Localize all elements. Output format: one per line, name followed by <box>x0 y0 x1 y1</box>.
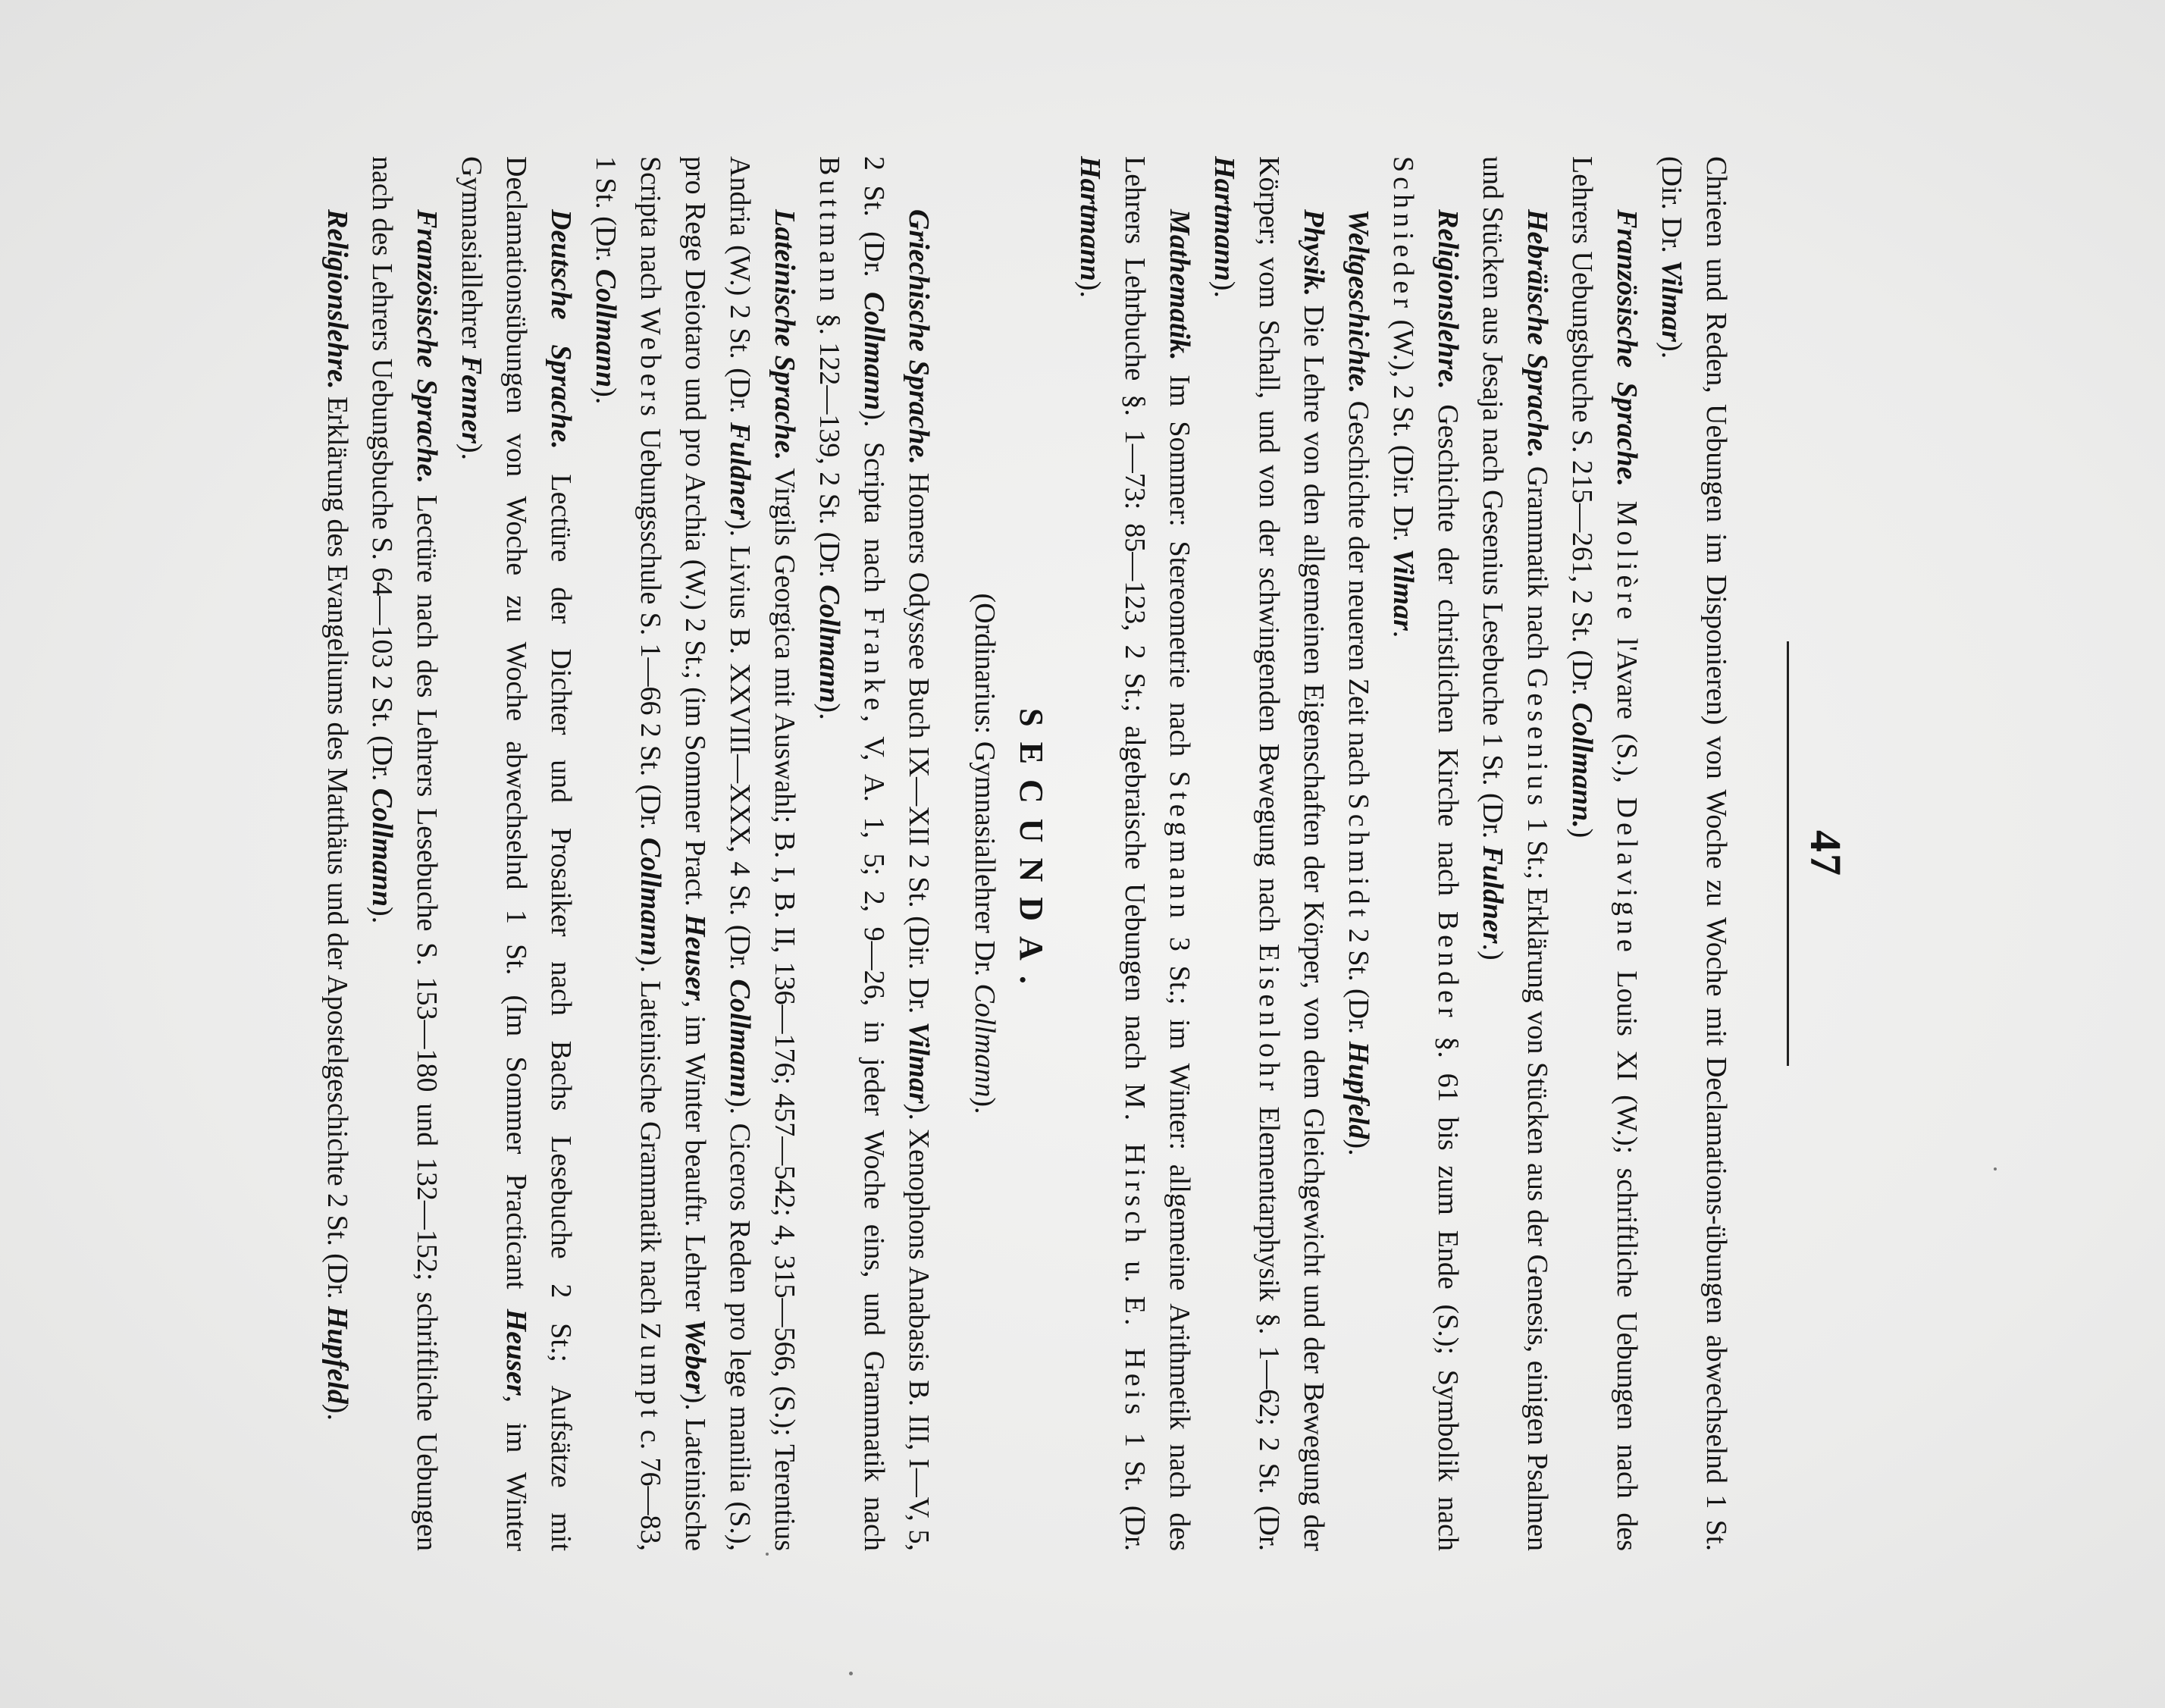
text-run: Chrieen und Reden, Uebungen im Disponieren) von Woche zu Woche mit Declamations-übungen abwechselnd 1 St. (Dir. Dr. <box>1656 156 1732 1551</box>
spaced-name: Zumpt <box>634 1322 666 1422</box>
text-run: Homers Odyssee Buch IX—XII 2 St. (Dir. Dr. <box>903 464 935 1022</box>
subject-label: Lateinische Sprache. <box>769 209 801 460</box>
text-run: ). <box>321 1403 353 1421</box>
subject-paragraph <box>1067 156 1202 1551</box>
text-run: Geschichte der neueren Zeit nach <box>1343 393 1374 794</box>
section-subtitle <box>962 156 1007 1551</box>
person-name: Collmann <box>590 268 622 388</box>
text-run: Louis XI (W.); schriftliche Uebungen nach des Lehrers Uebungsbuche S. 215—261, 2 St. (Dr. <box>1566 156 1643 1551</box>
person-name: Collmann <box>634 837 666 957</box>
subject-paragraph <box>449 156 583 1551</box>
subject-paragraph <box>359 156 449 1551</box>
subject-label: Religionslehre. <box>321 209 353 390</box>
text-run: , V, A. 1, 5; 2, 9—26, in jeder Woche eins, und Grammatik nach <box>858 715 890 1551</box>
text-run: ). <box>1208 280 1240 298</box>
subject-paragraph <box>583 156 807 1551</box>
subject-label: Hebräische Sprache. <box>1521 209 1553 459</box>
spaced-name: Stegmann <box>1164 771 1195 923</box>
person-name: Collmann <box>858 292 890 411</box>
subject-paragraph <box>315 156 359 1551</box>
text-run: 1 St. (Dr. <box>1119 1418 1151 1551</box>
text-run: ). <box>366 907 398 924</box>
text-run: Die Lehre von den allgemeinen Eigenschaften der Körper, von dem Gleichgewicht und der Bewegung der Körper; vom Schall, und von der schwingenden Bewegung nach <box>1253 156 1330 1551</box>
person-name: Vilmar <box>1656 260 1687 342</box>
speck <box>766 1553 769 1556</box>
subject-label: Französische Sprache. <box>1611 209 1643 487</box>
text-run: ). Ciceros Reden pro lege manilia (S.), pro Rege Deiotaro und pro Archia (W.) 2 St.; (im Sommer Pract. <box>679 156 756 1551</box>
speck <box>849 1672 853 1675</box>
person-name: Vilmar <box>1387 549 1419 631</box>
speck <box>1994 1167 1997 1171</box>
text-run: ). <box>813 703 845 720</box>
subject-paragraph <box>1380 156 1470 1551</box>
spaced-name: Buttmann <box>813 156 845 306</box>
spaced-name: Bender <box>1432 910 1464 1022</box>
subject-paragraph <box>807 156 941 1551</box>
spaced-name: M. Hirsch <box>1119 1083 1151 1248</box>
text-run: , im Winter Gymnasiallehrer <box>456 156 532 1551</box>
text-run: . <box>1387 630 1419 638</box>
subject-paragraph <box>1202 156 1336 1551</box>
text-run: §. 122—139, 2 St. (Dr. <box>813 306 845 585</box>
text-run: Elementarphysik §. 1—62; 2 St. (Dr. <box>1253 1095 1285 1552</box>
text-run: Geschichte der christlichen Kirche nach <box>1432 389 1464 911</box>
subject-paragraph <box>1559 156 1649 1551</box>
rotated-text-block <box>287 149 1878 1559</box>
subject-paragraph <box>1649 156 1738 1551</box>
section-heading: SECUNDA. <box>1013 708 1050 999</box>
text-run: l'Avare (S.), <box>1611 623 1643 798</box>
person-name: Weber <box>679 1319 711 1394</box>
spaced-name: Webers <box>634 307 666 421</box>
subject-paragraph <box>1336 156 1380 1551</box>
text-run: Erklärung des Evangeliums des Matthäus und der Apostelgeschichte 2 St. (Dr. <box>321 389 353 1306</box>
subject-label: Mathematik. <box>1164 209 1195 361</box>
spaced-name: Schnieder <box>1387 156 1419 312</box>
page-number: 47 <box>1801 830 1850 877</box>
spaced-name: E. Heis <box>1119 1296 1151 1419</box>
text-run: Virgils Georgica mit Auswahl; B. I, B. II, 136—176; 457—542; 4, 315—566, (S.); Terentius Andria (W.) 2 St. (Dr. <box>724 156 801 1551</box>
person-name: Collmann. <box>1566 702 1598 829</box>
spaced-name: Eisenlohr <box>1253 943 1285 1095</box>
text-run: ). <box>1656 341 1687 359</box>
text-run: Im Sommer: Stereometrie nach <box>1164 360 1195 772</box>
text-run: ). <box>969 1097 1001 1114</box>
page-header <box>1738 149 1878 1559</box>
person-name: Heuser <box>679 914 711 1001</box>
text-run: Lectüre nach des Lehrers Lesebuche S. 153—180 und 132—152; schriftliche Uebungen nach des Lehrers Uebungsbuche S. 64—103 2 St. (Dr. <box>366 156 443 1551</box>
person-name: Hartmann <box>1074 156 1106 281</box>
person-name: Hupfeld <box>1343 1041 1374 1139</box>
person-name: Fuldner <box>724 422 756 520</box>
text-run: ). Lateinische Grammatik nach <box>634 956 666 1323</box>
text-run: , im Winter beauftr. Lehrer <box>679 1000 711 1319</box>
person-name: Collmann <box>813 584 845 704</box>
top-section <box>1067 156 1738 1551</box>
person-name: Collmann <box>969 983 1001 1098</box>
text-run: §. 61 bis zum Ende (S.); Symbolik nach <box>1432 1021 1464 1551</box>
person-name: Collmann <box>724 979 756 1098</box>
person-name: Fenner <box>456 355 487 443</box>
text-run: (Ordinarius: Gymnasiallehrer Dr. <box>969 593 1001 984</box>
spaced-name: Gesenius <box>1521 667 1553 810</box>
person-name: Vilmar <box>903 1021 935 1104</box>
person-name: Heuser <box>500 1308 532 1396</box>
person-name: Hartmann <box>1208 156 1240 281</box>
text-run: 2 St. (Dr. <box>1343 921 1374 1042</box>
subject-label: Religionslehre. <box>1432 209 1464 390</box>
spaced-name: Franke <box>858 607 890 716</box>
subject-paragraph <box>1470 156 1559 1551</box>
text-run: ). Xenophons Anabasis B. III, I—V, 5, 2 St. (Dr. <box>858 156 935 1551</box>
text-run: 1 St.; Erklärung von Stücken aus der Genesis, einigen Psalmen und Stücken aus Jesaja nach Gesenius Lesebuche 1 St. (Dr. <box>1477 156 1553 1552</box>
text-run: c. 76—83, 1 St. (Dr. <box>590 156 666 1551</box>
text-run: ). <box>590 387 622 405</box>
spaced-name: Schmidt <box>1343 793 1374 922</box>
text-run: Lectüre der Dichter und Prosaiker nach Bachs Lesebuche 2 St.; Aufsätze mit Declamationsübungen von Woche zu Woche abwechselnd 1 St. (Im Sommer Practicant <box>500 156 577 1551</box>
text-run: 3 St.; im Winter: allgemeine Arithmetik nach des Lehrers Lehrbuche §. 1—73: 85—123, 2 St.; algebraische Uebungen nach <box>1119 156 1195 1551</box>
subject-label: Griechische Sprache. <box>903 209 935 465</box>
subject-label: Französische Sprache. <box>411 209 443 484</box>
text-run: (W.), 2 St. (Dir. Dr. <box>1387 312 1419 550</box>
spaced-name: Delavigne <box>1611 797 1643 957</box>
text-run: ). Lateinische Scripta nach <box>634 156 711 1551</box>
subject-label: Physik. <box>1298 209 1330 297</box>
person-name: Fuldner <box>1477 845 1509 944</box>
subject-label: Deutsche Sprache. <box>545 209 577 450</box>
bottom-section <box>315 156 941 1551</box>
text-run <box>1611 487 1643 501</box>
text-run: ). <box>1074 280 1106 298</box>
page-body <box>315 149 1738 1559</box>
text-run: ). <box>1343 1139 1374 1156</box>
subject-label: Weltgeschichte. <box>1343 209 1374 394</box>
text-run: ) <box>1566 828 1598 838</box>
spaced-name: Molière <box>1611 500 1643 624</box>
header-rule <box>1787 641 1789 1066</box>
person-name: Hupfeld <box>321 1305 353 1404</box>
person-name: Collmann <box>366 788 398 907</box>
text-run: ). <box>456 443 487 461</box>
text-run: ). Scripta nach <box>858 410 890 608</box>
text-run: Uebungsschule S. 1—66 2 St. (Dr. <box>634 420 666 838</box>
text-run: .) <box>1477 943 1509 961</box>
text-run: u. <box>1119 1247 1151 1296</box>
text-run: ). Livius B. XXVIII—XXX, 4 St. (Dr. <box>724 519 756 979</box>
text-run: Grammatik nach <box>1521 458 1553 668</box>
